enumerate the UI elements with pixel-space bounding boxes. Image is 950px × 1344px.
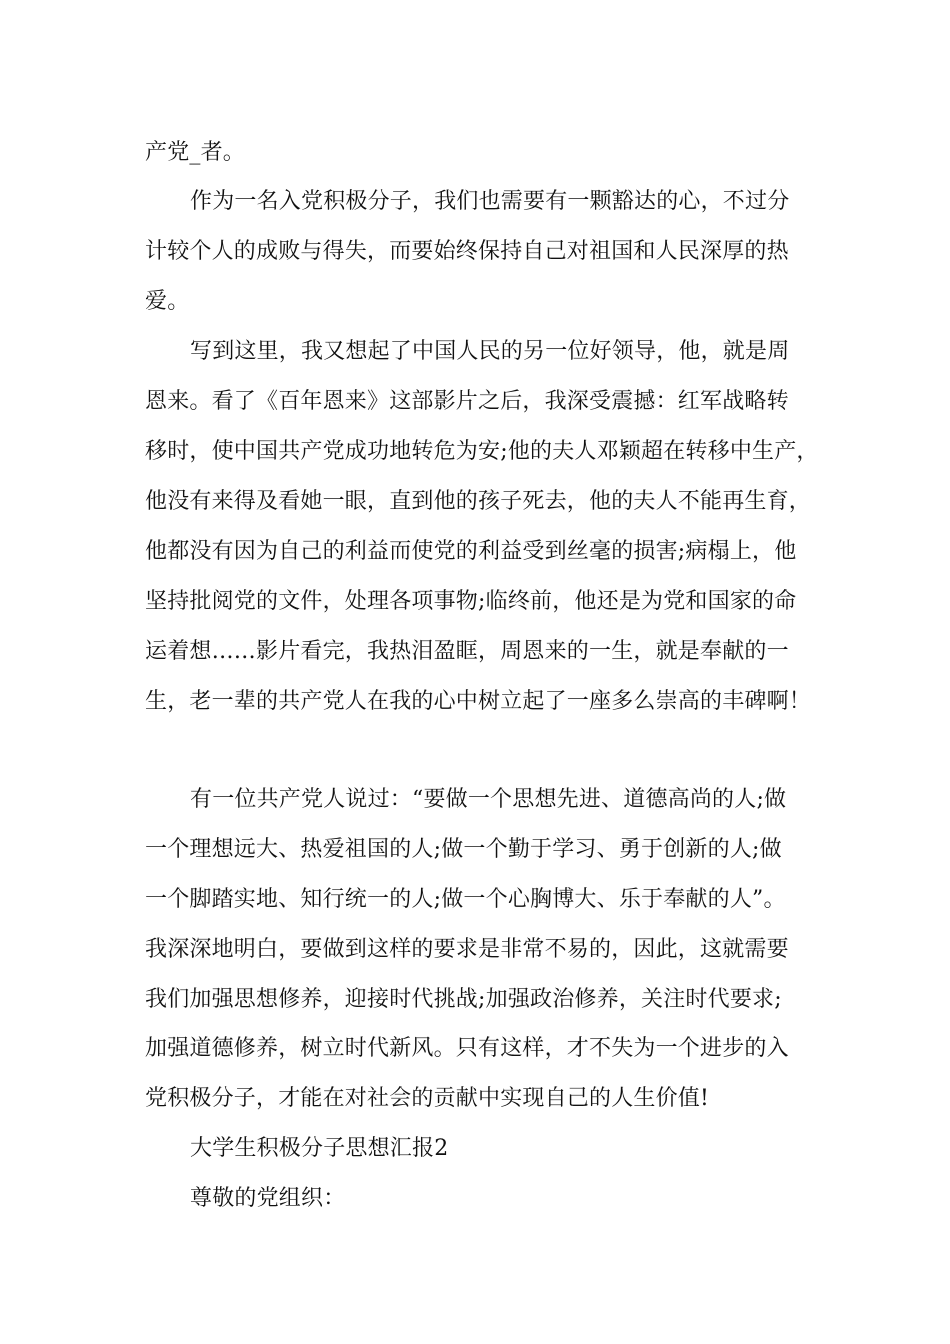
- text-line: 计较个人的成败与得失，而要始终保持自己对祖国和人民深厚的热: [145, 239, 789, 264]
- text-line: 他没有来得及看她一眼，直到他的孩子死去，他的夫人不能再生育，: [145, 489, 812, 514]
- text-line: 产党_者。: [145, 140, 246, 165]
- text-line: 我深深地明白，要做到这样的要求是非常不易的，因此，这就需要: [145, 937, 789, 962]
- text-line: 党积极分子，才能在对社会的贡献中实现自己的人生价值!: [145, 1086, 710, 1111]
- text-line: 生，老一辈的共产党人在我的心中树立起了一座多么崇高的丰碑啊！: [145, 689, 812, 714]
- text-line: 恩来。看了《百年恩来》这部影片之后，我深受震撼：红军战略转: [145, 389, 789, 414]
- text-line: 一个理想远大、热爱祖国的人;做一个勤于学习、勇于创新的人;做: [145, 837, 782, 862]
- text-line: 他都没有因为自己的利益而使党的利益受到丝毫的损害;病榻上，他: [145, 539, 797, 564]
- text-line: 坚持批阅党的文件，处理各项事物;临终前，他还是为党和国家的命: [145, 589, 797, 614]
- paragraph-first-line: 有一位共产党人说过：“要做一个思想先进、道德高尚的人;做: [190, 787, 787, 812]
- paragraph-first-line: 写到这里，我又想起了中国人民的另一位好领导，他，就是周: [190, 339, 790, 364]
- text-line: 爱。: [145, 289, 190, 314]
- text-line: 运着想……影片看完，我热泪盈眶，周恩来的一生，就是奉献的一: [145, 639, 789, 664]
- text-line: 加强道德修养，树立时代新风。只有这样，才不失为一个进步的入: [145, 1036, 789, 1061]
- paragraph-first-line: 作为一名入党积极分子，我们也需要有一颗豁达的心，不过分: [190, 189, 790, 214]
- salutation: 尊敬的党组织：: [190, 1186, 346, 1211]
- text-line: 移时，使中国共产党成功地转危为安;他的夫人邓颖超在转移中生产，: [145, 439, 819, 464]
- text-line: 我们加强思想修养，迎接时代挑战;加强政治修养，关注时代要求;: [145, 987, 782, 1012]
- text-line: 一个脚踏实地、知行统一的人;做一个心胸博大、乐于奉献的人”。: [145, 887, 786, 912]
- section-heading: 大学生积极分子思想汇报2: [190, 1136, 449, 1161]
